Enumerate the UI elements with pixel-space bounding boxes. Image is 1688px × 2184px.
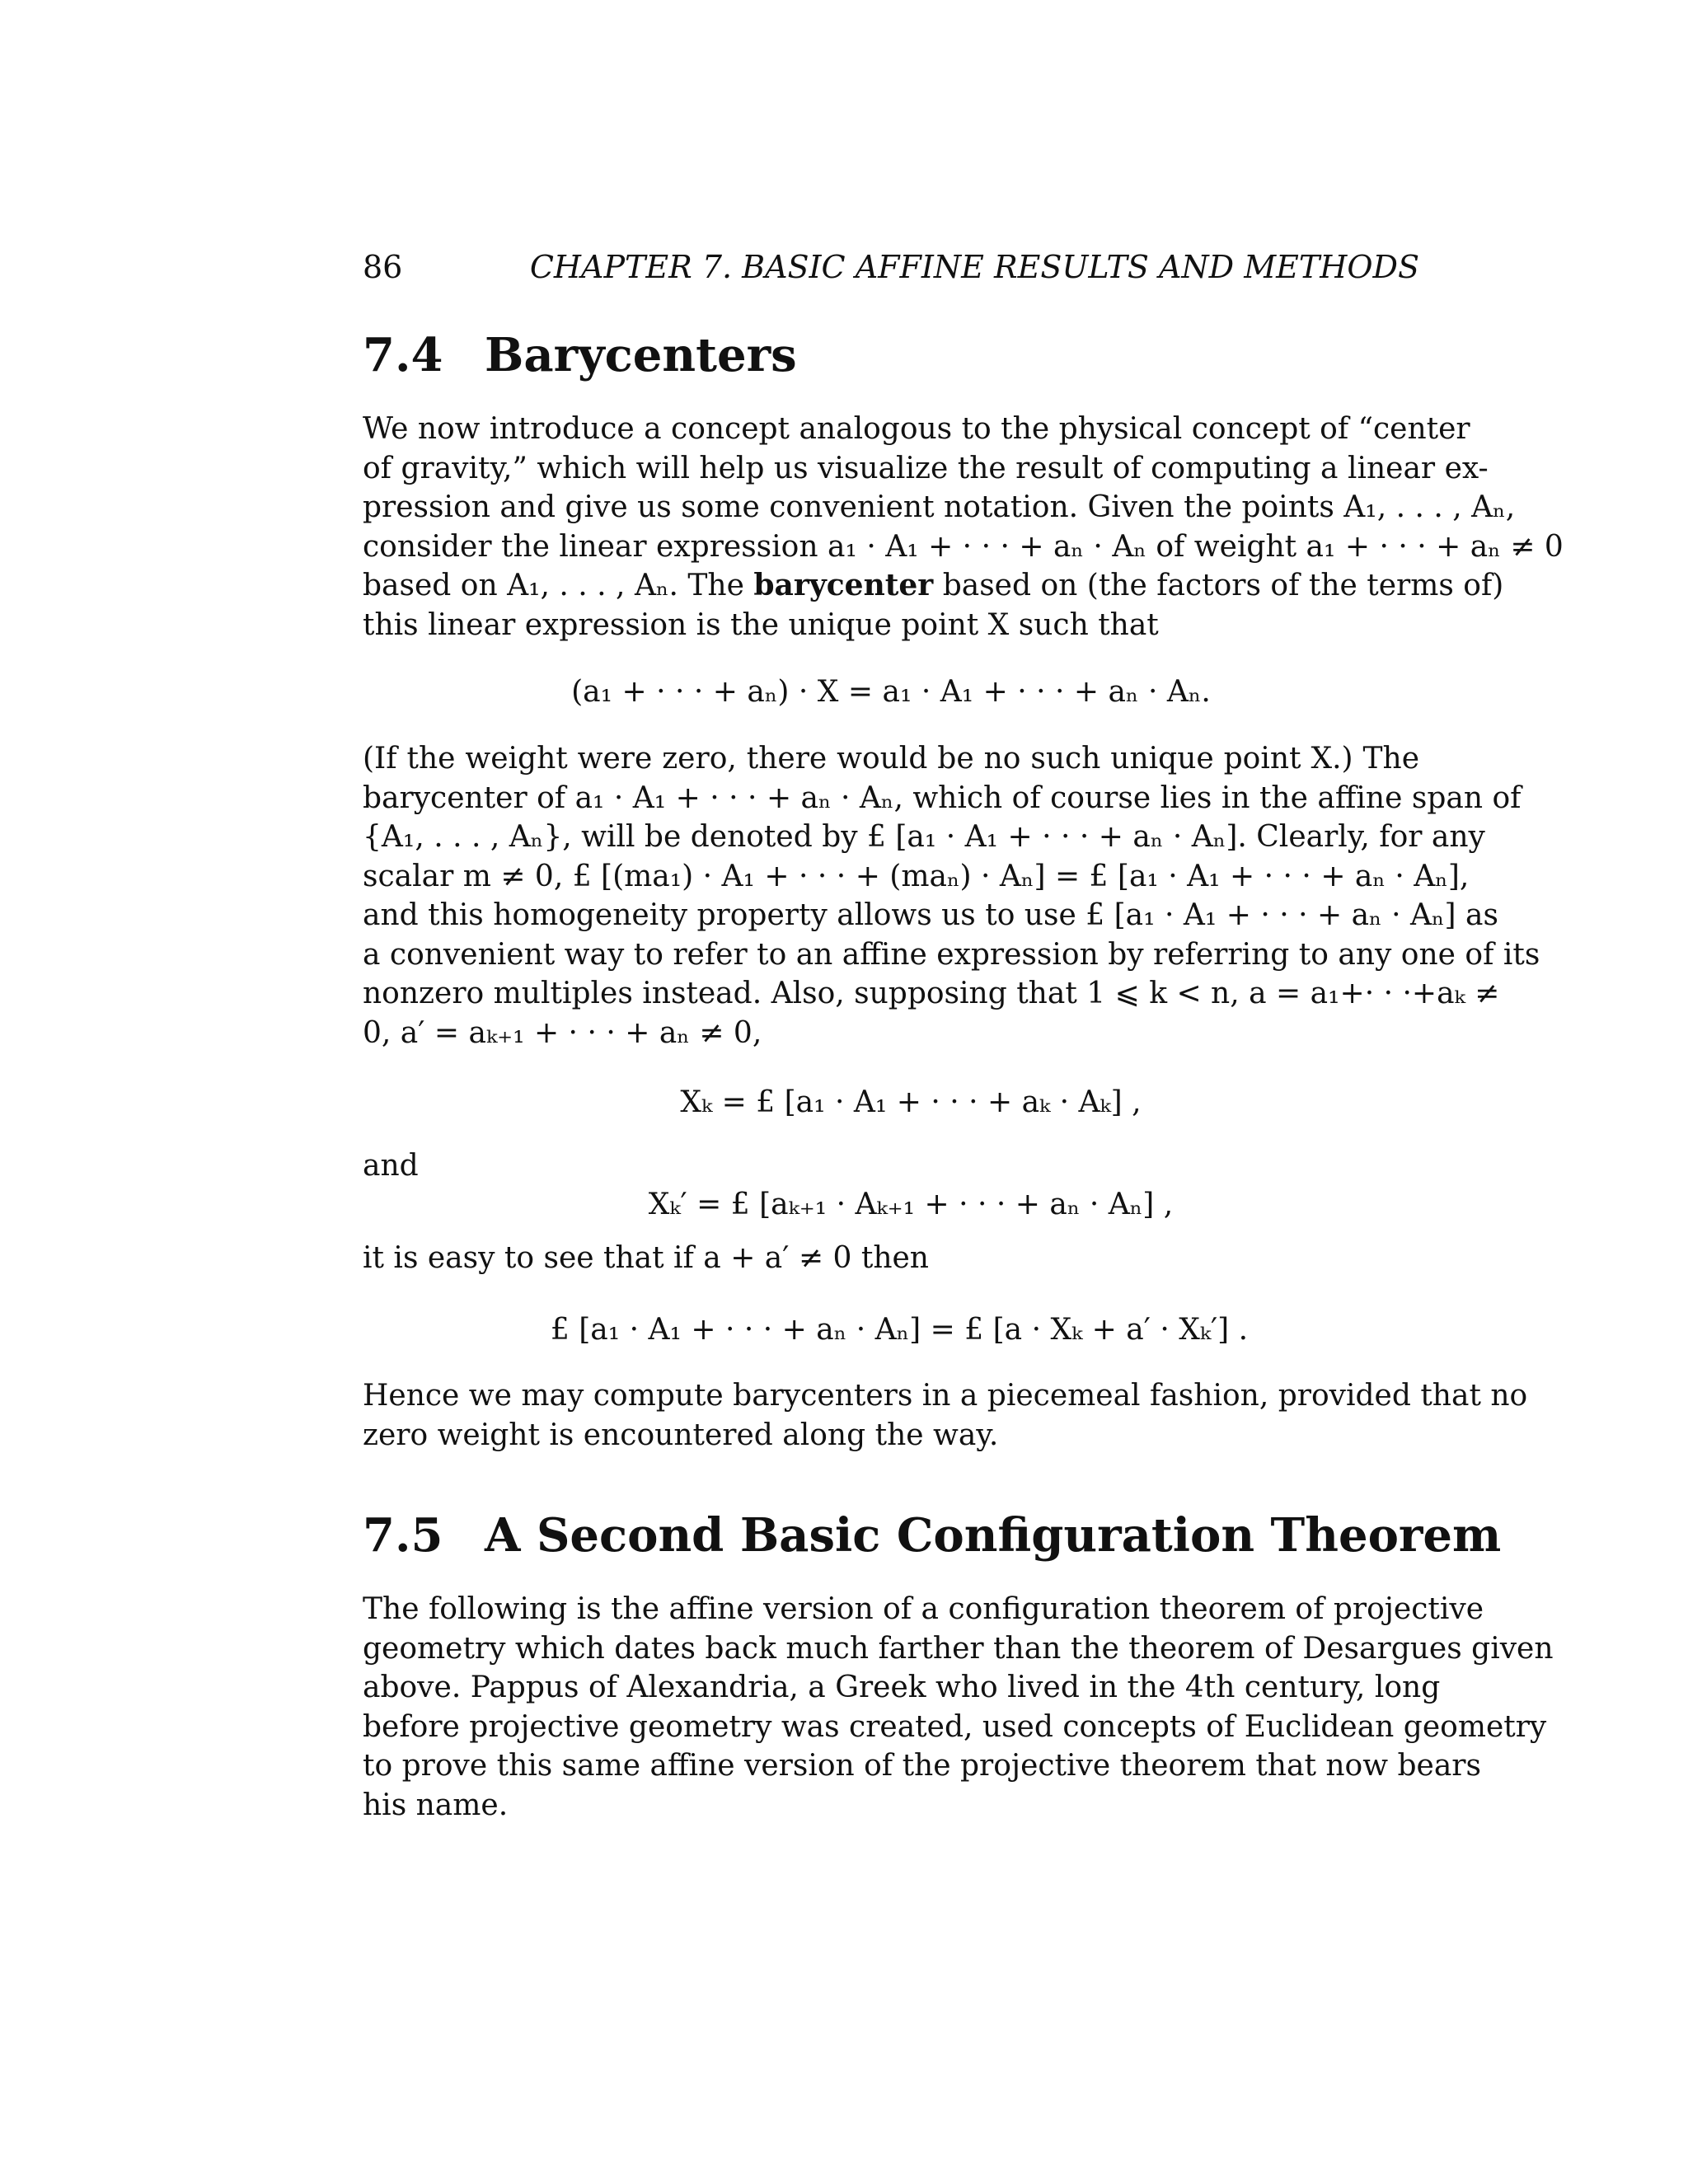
section-number: 7.4 bbox=[363, 328, 443, 382]
equation-piecemeal: £ [a₁ · A₁ + · · · + aₙ · Aₙ] = £ [a · Xₖ + a′ · Xₖ′] . bbox=[550, 1313, 1249, 1347]
running-header bbox=[363, 249, 1419, 290]
text-line: a convenient way to refer to an affine expression by referring to any one of its bbox=[363, 937, 1540, 972]
text-line: this linear expression is the unique point X such that bbox=[363, 607, 1159, 642]
text-segment: based on (the factors of the terms of) bbox=[933, 569, 1504, 602]
text-line: The following is the affine version of a configuration theorem of projective bbox=[363, 1592, 1484, 1626]
equation-barycenter: (a₁ + · · · + aₙ) · X = a₁ · A₁ + · · · + aₙ · Aₙ. bbox=[571, 675, 1211, 709]
paragraph-barycenter-notation bbox=[363, 739, 1540, 1052]
term-barycenter: barycenter bbox=[753, 568, 934, 602]
text-line: zero weight is encountered along the way. bbox=[363, 1418, 999, 1452]
equation-xk: Xₖ = £ [a₁ · A₁ + · · · + aₖ · Aₖ] , bbox=[680, 1085, 1142, 1119]
paragraph-piecemeal bbox=[363, 1376, 1528, 1455]
section-heading-7-4 bbox=[363, 328, 797, 382]
section-title: A Second Basic Configuration Theorem bbox=[485, 1508, 1502, 1563]
word-and: and bbox=[363, 1149, 419, 1183]
text-line: Hence we may compute barycenters in a piecemeal fashion, provided that no bbox=[363, 1379, 1528, 1413]
text-line: above. Pappus of Alexandria, a Greek who lived in the 4th century, long bbox=[363, 1671, 1441, 1704]
text-line: We now introduce a concept analogous to the physical concept of “center bbox=[363, 412, 1470, 446]
text-segment: based on A₁, . . . , Aₙ. The bbox=[363, 569, 754, 602]
chapter-running-title: CHAPTER 7. BASIC AFFINE RESULTS AND METHODS bbox=[529, 249, 1419, 285]
page-number: 86 bbox=[363, 249, 403, 285]
paragraph-barycenter-definition bbox=[363, 410, 1564, 644]
section-title: Barycenters bbox=[485, 328, 797, 382]
text-line: {A₁, . . . , Aₙ}, will be denoted by £ [a₁ · A₁ + · · · + aₙ · Aₙ]. Clearly, for any bbox=[363, 820, 1485, 854]
text-line bbox=[363, 566, 1504, 606]
text-line: barycenter of a₁ · A₁ + · · · + aₙ · Aₙ, which of course lies in the affine span of bbox=[363, 780, 1522, 815]
document-page bbox=[363, 0, 1564, 2184]
text-line: before projective geometry was created, used concepts of Euclidean geometry bbox=[363, 1709, 1547, 1744]
text-line: geometry which dates back much farther than the theorem of Desargues given bbox=[363, 1631, 1554, 1666]
text-line: scalar m ≠ 0, £ [(ma₁) · A₁ + · · · + (maₙ) · Aₙ] = £ [a₁ · A₁ + · · · + aₙ · Aₙ], bbox=[363, 859, 1470, 893]
text-line: pression and give us some convenient notation. Given the points A₁, . . . , Aₙ, bbox=[363, 490, 1516, 524]
text-line: nonzero multiples instead. Also, supposing that 1 ⩽ k < n, a = a₁+· · ·+aₖ ≠ bbox=[363, 977, 1500, 1010]
section-heading-7-5 bbox=[363, 1508, 1501, 1563]
equation-xk-prime: Xₖ′ = £ [aₖ₊₁ · Aₖ₊₁ + · · · + aₙ · Aₙ] , bbox=[648, 1188, 1174, 1221]
paragraph-pappus-intro bbox=[363, 1590, 1554, 1825]
text-line: 0, a′ = aₖ₊₁ + · · · + aₙ ≠ 0, bbox=[363, 1015, 762, 1050]
text-line: and this homogeneity property allows us to use £ [a₁ · A₁ + · · · + aₙ · Aₙ] as bbox=[363, 898, 1498, 932]
section-number: 7.5 bbox=[363, 1508, 443, 1563]
text-line: (If the weight were zero, there would be no such unique point X.) The bbox=[363, 742, 1419, 776]
text-line: consider the linear expression a₁ · A₁ + · · · + aₙ · Aₙ of weight a₁ + · · · + aₙ ≠ 0 bbox=[363, 529, 1564, 564]
text-line: of gravity,” which will help us visualize the result of computing a linear ex- bbox=[363, 451, 1489, 485]
text-line: to prove this same affine version of the projective theorem that now bears bbox=[363, 1749, 1481, 1783]
text-line: his name. bbox=[363, 1788, 509, 1822]
text-line: it is easy to see that if a + a′ ≠ 0 then bbox=[363, 1241, 929, 1275]
